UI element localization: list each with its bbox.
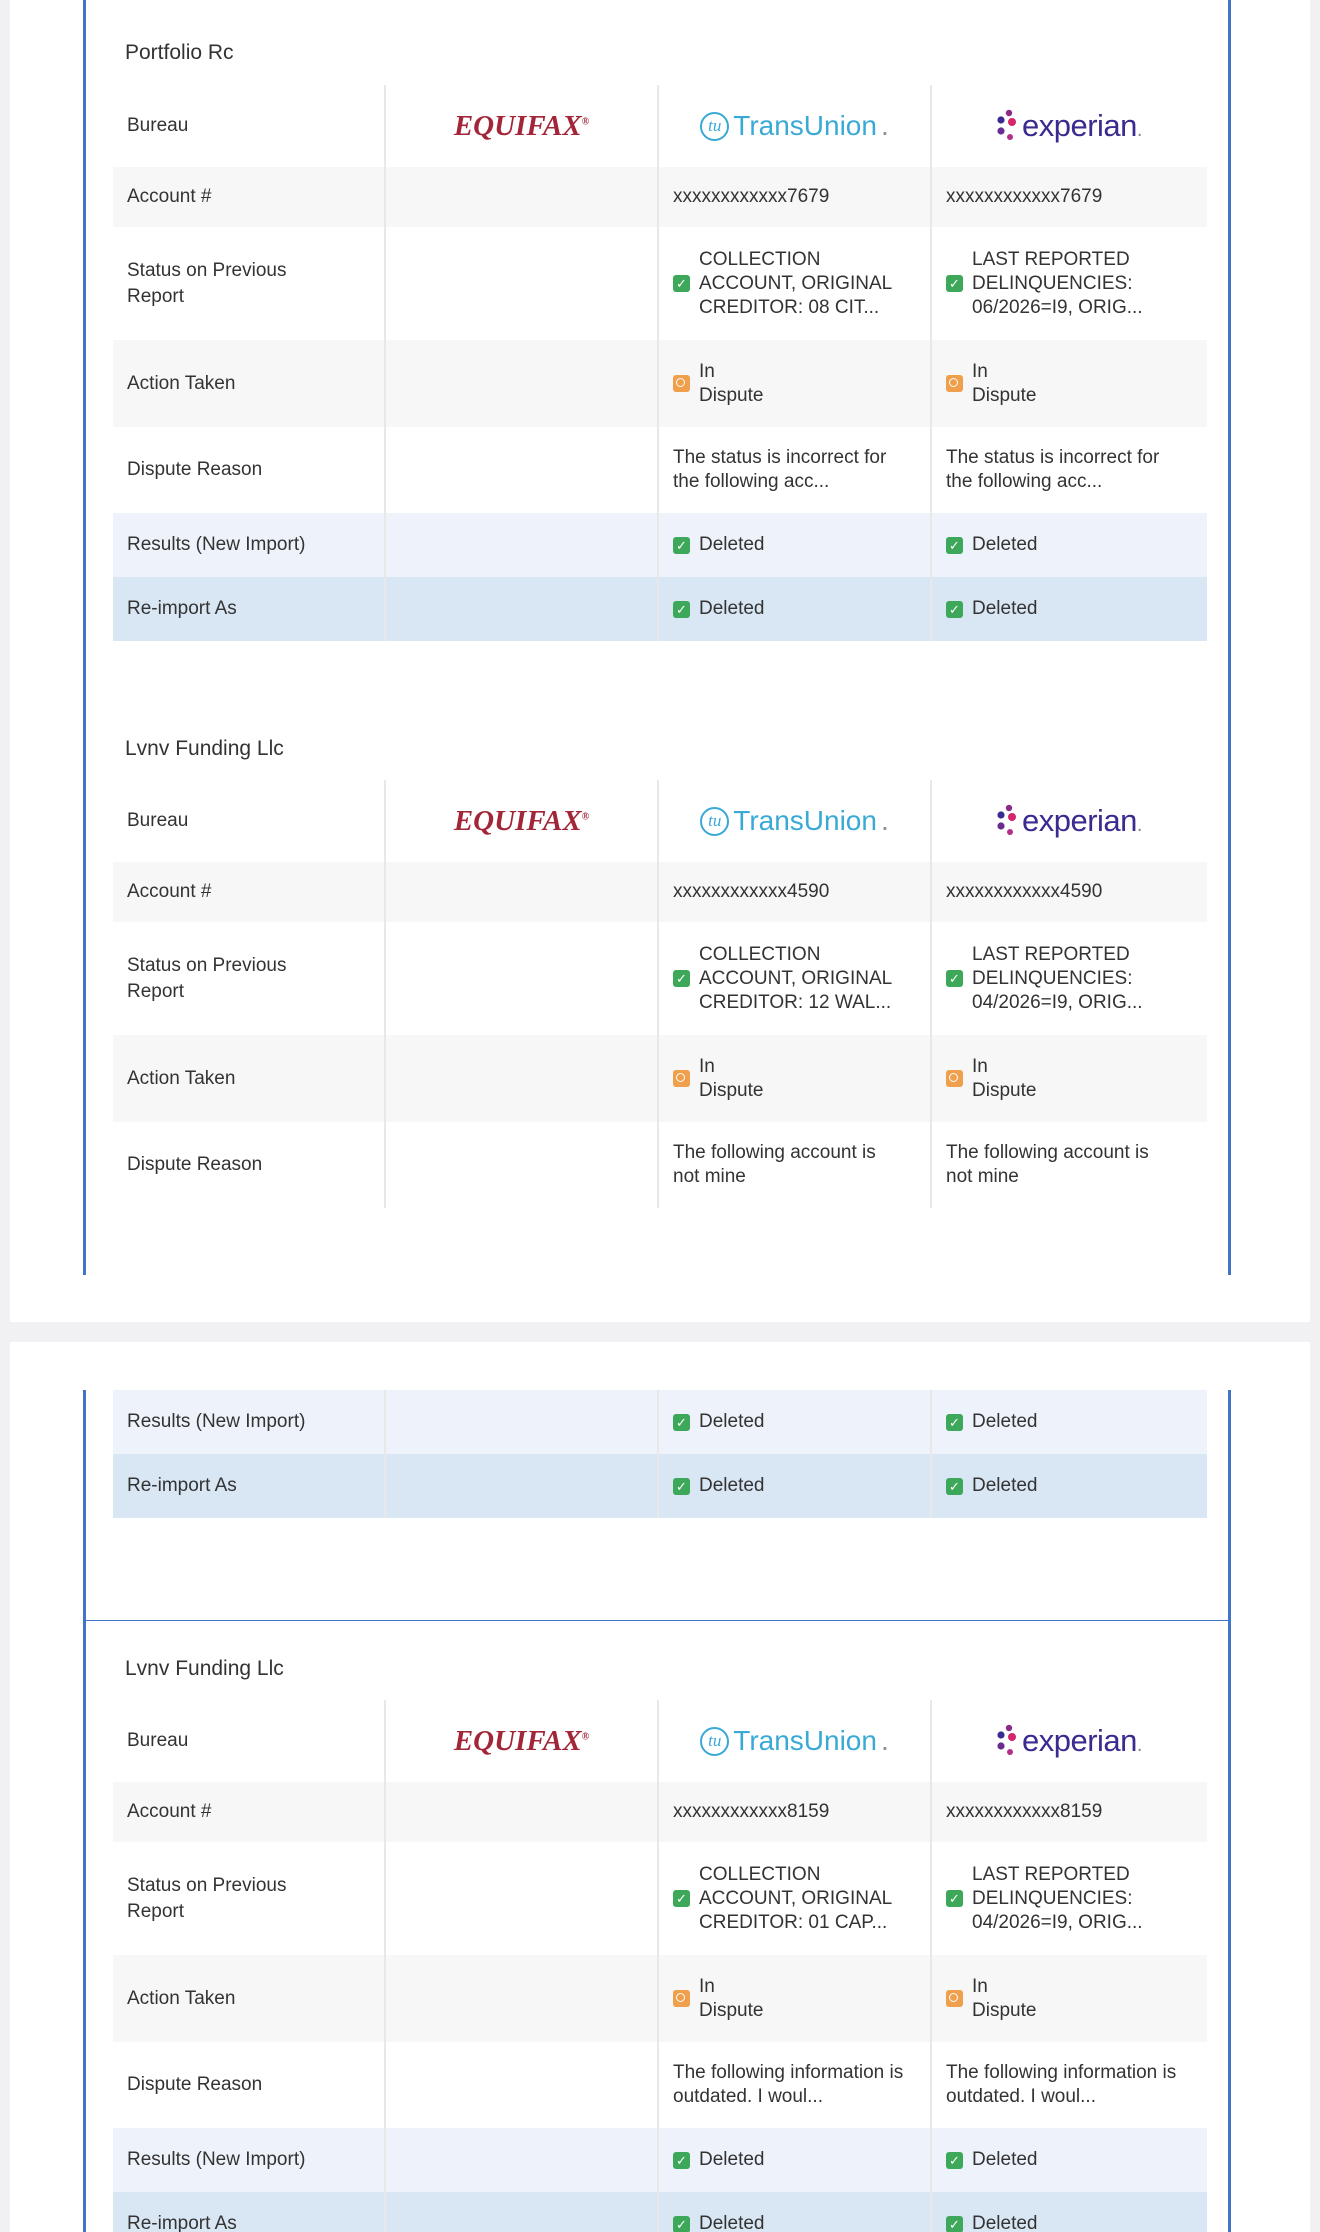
- experian-status: ✓ LAST REPORTED DELINQUENCIES: 04/2026=I9, ORIG...: [932, 1842, 1205, 1955]
- check-icon: ✓: [673, 537, 690, 554]
- experian-account-number: xxxxxxxxxxxx4590: [946, 881, 1103, 902]
- check-icon: ✓: [673, 1890, 690, 1907]
- status-row: [113, 922, 1207, 1035]
- transunion-status: ✓ COLLECTION ACCOUNT, ORIGINAL CREDITOR: 01 CAP...: [659, 1842, 932, 1955]
- transunion-result: ✓ Deleted: [659, 1390, 932, 1454]
- equifax-cell: [386, 2042, 659, 2128]
- equifax-cell: [386, 922, 659, 1035]
- bureau-row: [113, 780, 1207, 862]
- account-name: Lvnv Funding Llc: [125, 1657, 284, 1680]
- clock-icon: [673, 1070, 690, 1087]
- check-icon: ✓: [946, 2216, 963, 2232]
- transunion-status: ✓ COLLECTION ACCOUNT, ORIGINAL CREDITOR: 08 CIT...: [659, 227, 932, 340]
- row-label: Bureau: [113, 780, 386, 862]
- check-icon: ✓: [673, 970, 690, 987]
- experian-status: ✓ LAST REPORTED DELINQUENCIES: 04/2026=I9, ORIG...: [932, 922, 1205, 1035]
- equifax-cell: [386, 1035, 659, 1122]
- account-card-lvnv-4590-continued: [83, 1390, 1231, 1623]
- experian-result: ✓ Deleted: [932, 1390, 1205, 1454]
- bureau-row: [113, 1700, 1207, 1782]
- bureau-row: [113, 85, 1207, 167]
- results-row: [113, 2128, 1207, 2192]
- experian-reason: The following account is not mine: [946, 1142, 1149, 1187]
- transunion-action: In Dispute: [659, 340, 932, 427]
- clock-icon: [946, 1990, 963, 2007]
- check-icon: ✓: [673, 601, 690, 618]
- check-icon: ✓: [673, 2152, 690, 2169]
- row-label: Action Taken: [113, 340, 386, 427]
- row-label: Dispute Reason: [113, 2042, 386, 2128]
- transunion-logo: tu TransUnion .: [659, 780, 932, 862]
- experian-dots-icon: [995, 804, 1019, 838]
- row-label: Account #: [113, 167, 386, 227]
- transunion-result: ✓ Deleted: [659, 513, 932, 577]
- reimport-row: [113, 577, 1207, 641]
- equifax-cell: [386, 340, 659, 427]
- experian-logo: experian.: [932, 780, 1205, 862]
- equifax-cell: [386, 427, 659, 513]
- row-label: Bureau: [113, 1700, 386, 1782]
- action-row: [113, 1035, 1207, 1122]
- equifax-logo: EQUIFAX®: [386, 1700, 659, 1782]
- row-label: Dispute Reason: [113, 1122, 386, 1208]
- equifax-cell: [386, 2128, 659, 2192]
- equifax-cell: [386, 862, 659, 922]
- results-row: [113, 513, 1207, 577]
- transunion-action: In Dispute: [659, 1035, 932, 1122]
- transunion-reimport: ✓ Deleted: [659, 2192, 932, 2232]
- report-page-2: [10, 1342, 1310, 2232]
- experian-action: In Dispute: [932, 1035, 1205, 1122]
- experian-result: ✓ Deleted: [932, 513, 1205, 577]
- account-card-lvnv-8159: [83, 1621, 1231, 2232]
- report-page-1: [10, 0, 1310, 1322]
- experian-reimport: ✓ Deleted: [932, 2192, 1205, 2232]
- experian-result: ✓ Deleted: [932, 2128, 1205, 2192]
- reimport-row: [113, 1454, 1207, 1518]
- transunion-result: ✓ Deleted: [659, 2128, 932, 2192]
- equifax-cell: [386, 1122, 659, 1208]
- transunion-account-number: xxxxxxxxxxxx7679: [659, 167, 932, 227]
- experian-dots-icon: [995, 1724, 1019, 1758]
- transunion-reimport: ✓ Deleted: [659, 577, 932, 641]
- row-label: Bureau: [113, 85, 386, 167]
- equifax-logo: EQUIFAX®: [386, 780, 659, 862]
- equifax-logo: EQUIFAX®: [386, 85, 659, 167]
- clock-icon: [673, 375, 690, 392]
- check-icon: ✓: [946, 1414, 963, 1431]
- row-label: Status on Previous Report: [113, 922, 386, 1035]
- reason-row: [113, 2042, 1207, 2128]
- results-row: [113, 1390, 1207, 1454]
- experian-account-number: xxxxxxxxxxxx8159: [946, 1801, 1103, 1822]
- check-icon: ✓: [946, 970, 963, 987]
- account-card-portfolio-rc: [83, 0, 1231, 704]
- check-icon: ✓: [946, 537, 963, 554]
- transunion-logo: tu TransUnion .: [659, 85, 932, 167]
- experian-action: In Dispute: [932, 340, 1205, 427]
- action-row: [113, 1955, 1207, 2042]
- row-label: Account #: [113, 1782, 386, 1842]
- experian-reason: The status is incorrect for the following acc...: [946, 447, 1160, 492]
- equifax-cell: [386, 577, 659, 641]
- clock-icon: [946, 375, 963, 392]
- account-card-lvnv-4590: [83, 701, 1231, 1275]
- row-label: Results (New Import): [113, 513, 386, 577]
- row-label: Account #: [113, 862, 386, 922]
- equifax-cell: [386, 2192, 659, 2232]
- reason-row: [113, 427, 1207, 513]
- equifax-cell: [386, 513, 659, 577]
- row-label: Action Taken: [113, 1955, 386, 2042]
- clock-icon: [946, 1070, 963, 1087]
- row-label: Action Taken: [113, 1035, 386, 1122]
- equifax-cell: [386, 167, 659, 227]
- equifax-cell: [386, 227, 659, 340]
- experian-dots-icon: [995, 109, 1019, 143]
- transunion-reimport: ✓ Deleted: [659, 1454, 932, 1518]
- row-label: Dispute Reason: [113, 427, 386, 513]
- check-icon: ✓: [673, 1414, 690, 1431]
- account-name: Portfolio Rc: [125, 41, 234, 64]
- reimport-row: [113, 2192, 1207, 2232]
- check-icon: ✓: [946, 1478, 963, 1495]
- transunion-account-number: xxxxxxxxxxxx8159: [659, 1782, 932, 1842]
- status-row: [113, 227, 1207, 340]
- row-label: Status on Previous Report: [113, 227, 386, 340]
- transunion-status: ✓ COLLECTION ACCOUNT, ORIGINAL CREDITOR: 12 WAL...: [659, 922, 932, 1035]
- equifax-cell: [386, 1454, 659, 1518]
- account-number-row: [113, 862, 1207, 922]
- check-icon: ✓: [673, 2216, 690, 2232]
- experian-reimport: ✓ Deleted: [932, 1454, 1205, 1518]
- row-label: Results (New Import): [113, 1390, 386, 1454]
- check-icon: ✓: [946, 2152, 963, 2169]
- transunion-reason: The following information is outdated. I woul...: [659, 2042, 932, 2128]
- experian-account-number: xxxxxxxxxxxx7679: [946, 186, 1103, 207]
- transunion-reason: The status is incorrect for the following acc...: [659, 427, 932, 513]
- equifax-cell: [386, 1842, 659, 1955]
- experian-reason: The following information is outdated. I woul...: [946, 2062, 1177, 2107]
- account-number-row: [113, 167, 1207, 227]
- equifax-cell: [386, 1955, 659, 2042]
- status-row: [113, 1842, 1207, 1955]
- experian-logo: experian.: [932, 1700, 1205, 1782]
- transunion-account-number: xxxxxxxxxxxx4590: [659, 862, 932, 922]
- equifax-cell: [386, 1782, 659, 1842]
- row-label: Re-import As: [113, 2192, 386, 2232]
- row-label: Results (New Import): [113, 2128, 386, 2192]
- transunion-logo: tu TransUnion .: [659, 1700, 932, 1782]
- account-number-row: [113, 1782, 1207, 1842]
- check-icon: ✓: [946, 1890, 963, 1907]
- transunion-action: In Dispute: [659, 1955, 932, 2042]
- check-icon: ✓: [673, 1478, 690, 1495]
- row-label: Status on Previous Report: [113, 1842, 386, 1955]
- clock-icon: [673, 1990, 690, 2007]
- experian-logo: experian.: [932, 85, 1205, 167]
- transunion-reason: The following account is not mine: [659, 1122, 932, 1208]
- experian-reimport: ✓ Deleted: [932, 577, 1205, 641]
- reason-row: [113, 1122, 1207, 1208]
- check-icon: ✓: [946, 275, 963, 292]
- row-label: Re-import As: [113, 1454, 386, 1518]
- row-label: Re-import As: [113, 577, 386, 641]
- experian-action: In Dispute: [932, 1955, 1205, 2042]
- experian-status: ✓ LAST REPORTED DELINQUENCIES: 06/2026=I9, ORIG...: [932, 227, 1205, 340]
- equifax-cell: [386, 1390, 659, 1454]
- check-icon: ✓: [673, 275, 690, 292]
- action-row: [113, 340, 1207, 427]
- check-icon: ✓: [946, 601, 963, 618]
- account-name: Lvnv Funding Llc: [125, 737, 284, 760]
